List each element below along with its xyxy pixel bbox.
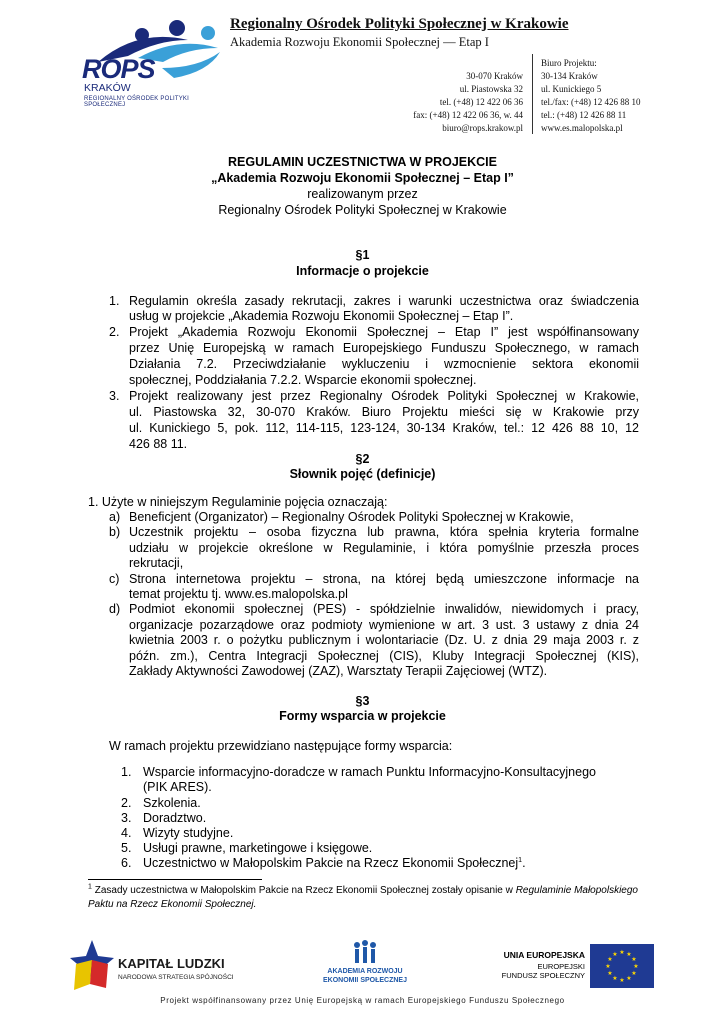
list-line: Regulamin określa zasady rekrutacji, zakres i warunki uczestnictwa oraz świadczenia	[129, 294, 639, 308]
kapital-ludzki-logo	[70, 938, 270, 988]
organization-title: Regionalny Ośrodek Polityki Społecznej w Krakowie	[230, 16, 569, 32]
address-line: fax: (+48) 12 422 06 36, w. 44	[413, 110, 523, 120]
list-number: 3.	[121, 811, 132, 825]
list-line: ul. Kunickiego 5, pok. 112, 114-115, 123-124, 30-134 Kraków, tel.: 12 426 88 10, 12	[129, 421, 639, 435]
address-line: ul. Piastowska 32	[459, 84, 523, 94]
section-intro: 1. Użyte w niniejszym Regulaminie pojęcia oznaczają:	[88, 495, 388, 509]
list-line: Wizyty studyjne.	[143, 826, 234, 840]
list-number: 2.	[109, 325, 120, 339]
kapital-ludzki-title: KAPITAŁ LUDZKI	[118, 956, 225, 971]
svg-text:★: ★	[631, 970, 637, 977]
address-line: tel./fax: (+48) 12 426 88 10	[541, 97, 641, 107]
svg-text:★: ★	[633, 963, 639, 970]
footnote	[88, 884, 638, 912]
akademia-title-1: AKADEMIA ROZWOJU	[327, 968, 403, 975]
section-heading: Formy wsparcia w projekcie	[279, 709, 446, 723]
section-heading: Słownik pojęć (definicje)	[289, 467, 436, 481]
list-line: późn. zm.), Centra Integracji Społecznej (CIS), Kluby Integracji Społecznej (KIS),	[129, 649, 639, 663]
project-name: „Akademia Rozwoju Ekonomii Społecznej – Etap I”	[211, 171, 514, 185]
list-line: temat projektu tj. www.es.malopolska.pl	[129, 587, 348, 601]
address-line: 30-070 Kraków	[466, 71, 523, 81]
address-line: tel.: (+48) 12 426 88 11	[541, 110, 627, 120]
svg-text:★: ★	[612, 975, 618, 982]
eu-fund-2: FUNDUSZ SPOŁECZNY	[501, 971, 585, 980]
svg-text:★: ★	[605, 963, 611, 970]
letterhead	[0, 0, 725, 140]
list-line: Doradztwo.	[143, 811, 207, 825]
list-number: 3.	[109, 389, 120, 403]
svg-text:★: ★	[607, 956, 613, 963]
list-line: Wsparcie informacyjno-doradcze w ramach Punktu Informacyjno-Konsultacyjnego	[143, 765, 596, 779]
address-line: tel. (+48) 12 422 06 36	[439, 97, 523, 107]
address-line: biuro@rops.krakow.pl	[442, 123, 523, 133]
list-line: Strona internetowa projektu – strona, na której będą umieszczone informacje na	[129, 572, 639, 586]
list-number: 2.	[121, 796, 132, 810]
akademia-figures-icon	[310, 938, 420, 966]
logo-city: KRAKÓW	[84, 82, 131, 94]
list-line-period: .	[522, 856, 526, 870]
cofinancing-note: Projekt współfinansowany przez Unię Europejską w ramach Europejskiego Funduszu Społecznego	[160, 996, 565, 1005]
eu-logo	[490, 944, 660, 990]
title-line: Regionalny Ośrodek Polityki Społecznej w Krakowie	[218, 203, 507, 217]
list-line: Szkolenia.	[143, 796, 201, 810]
address-divider	[532, 54, 533, 134]
address-line: ul. Kunickiego 5	[541, 84, 602, 94]
list-line: rekrutacji,	[129, 556, 184, 570]
list-line: ul. Piastowska 32, 30-070 Kraków. Biuro Projektu mieści się w Krakowie przy	[129, 405, 639, 419]
list-line: społecznej, Poddziałania 7.2.2. Wsparcie ekonomii społecznej.	[129, 373, 477, 387]
doc-title: REGULAMIN UCZESTNICTWA W PROJEKCIE	[228, 155, 497, 169]
eu-title: UNIA EUROPEJSKA	[503, 950, 585, 960]
organization-subtitle: Akademia Rozwoju Ekonomii Społecznej — Etap I	[230, 35, 489, 49]
akademia-logo	[310, 938, 420, 998]
list-line: Usługi prawne, marketingowe i księgowe.	[143, 841, 373, 855]
svg-text:★: ★	[626, 975, 632, 982]
list-line: Beneficjent (Organizator) – Regionalny Ośrodek Polityki Społecznej w Krakowie,	[129, 510, 574, 524]
section-intro: W ramach projektu przewidziano następujące formy wsparcia:	[109, 739, 453, 753]
list-line: usług w projekcie „Akademia Rozwoju Ekonomii Społecznej – Etap I”.	[129, 309, 514, 323]
footnote-text: Zasady uczestnictwa w Małopolskim Pakcie na Rzecz Ekonomii Społecznej zostały opisanie w	[94, 885, 516, 896]
list-line: przez Unię Europejską w ramach Europejskiego Funduszu Społecznego, w ramach	[129, 341, 639, 355]
kapital-ludzki-subtitle: NARODOWA STRATEGIA SPÓJNOŚCI	[118, 974, 234, 981]
svg-text:★: ★	[619, 977, 625, 984]
section-number: §2	[355, 452, 370, 466]
list-line-text: Uczestnictwo w Małopolskim Pakcie na Rzecz Ekonomii Społecznej	[143, 856, 519, 870]
svg-text:★: ★	[619, 949, 625, 956]
list-number: 1.	[121, 765, 132, 779]
list-line: 426 88 11.	[129, 437, 188, 451]
list-number: 5.	[121, 841, 132, 855]
footer-logos	[0, 930, 725, 1000]
list-line: Uczestnik projektu – osoba fizyczna lub prawna, która spełnia kryteria formalne	[129, 525, 639, 539]
section-heading: Informacje o projekcie	[296, 264, 429, 278]
section-number: §1	[355, 248, 370, 262]
kapital-ludzki-star-icon	[70, 938, 114, 994]
list-line: Podmiot ekonomii społecznej (PES) - spółdzielnie inwalidów, niewidomych i pracy,	[129, 602, 639, 616]
logo-subtitle: REGIONALNY OŚRODEK POLITYKI SPOŁECZNEJ	[84, 96, 189, 108]
svg-text:★: ★	[607, 970, 613, 977]
list-line: Projekt „Akademia Rozwoju Ekonomii Społecznej – Etap I” jest współfinansowany	[129, 325, 639, 339]
list-line: (PIK ARES).	[143, 780, 212, 794]
footnote-mark: 1	[88, 883, 92, 891]
svg-text:★: ★	[612, 951, 618, 958]
eu-fund-1: EUROPEJSKI	[537, 962, 585, 971]
list-line: Projekt realizowany jest przez Regionalny Ośrodek Polityki Społecznej w Krakowie,	[129, 389, 639, 403]
list-line: Działania 7.2. Przeciwdziałanie wykluczeniu i wzmocnienie sektora ekonomii	[129, 357, 639, 371]
title-line: realizowanym przez	[307, 187, 418, 201]
logo-text: ROPS	[82, 54, 155, 84]
eu-flag-icon	[590, 944, 654, 988]
list-line	[143, 856, 643, 872]
footnote-italic: Regulaminie Małopolskiego Paktu na Rzecz Ekonomii Społecznej.	[88, 885, 638, 910]
footnote-reference[interactable]: 1	[518, 856, 523, 864]
list-letter: d)	[109, 602, 121, 616]
list-line: Zakłady Aktywności Zawodowej (ZAZ), Warsztaty Terapii Zajęciowej (WTZ).	[129, 664, 548, 678]
list-number: 4.	[121, 826, 132, 840]
svg-text:★: ★	[626, 951, 632, 958]
section-number: §3	[355, 694, 370, 708]
address-project-office	[541, 57, 681, 135]
svg-text:★: ★	[631, 956, 637, 963]
address-line: 30-134 Kraków	[541, 71, 598, 81]
list-letter: c)	[109, 572, 120, 586]
address-line: Biuro Projektu:	[541, 58, 597, 68]
list-number: 1.	[109, 294, 120, 308]
list-letter: b)	[109, 525, 121, 539]
address-line: www.es.malopolska.pl	[541, 123, 623, 133]
list-line: organizacje pozarządowe oraz podmioty wymienione w art. 3 ust. 3 ustawy z dnia 24	[129, 618, 639, 632]
list-number: 6.	[121, 856, 132, 870]
list-letter: a)	[109, 510, 121, 524]
rops-logo	[78, 18, 228, 108]
list-line: kwietnia 2003 r. o pożytku publicznym i wolontariacie (Dz. U. z dnia 29 maja 2003 r. z	[129, 633, 639, 647]
footnote-separator	[88, 879, 262, 880]
akademia-title-2: EKONOMII SPOŁECZNEJ	[322, 977, 407, 984]
list-line: udziału w projekcie określone w Regulaminie, i która pomyślnie przeszła proces	[129, 541, 639, 555]
address-main	[395, 70, 523, 135]
